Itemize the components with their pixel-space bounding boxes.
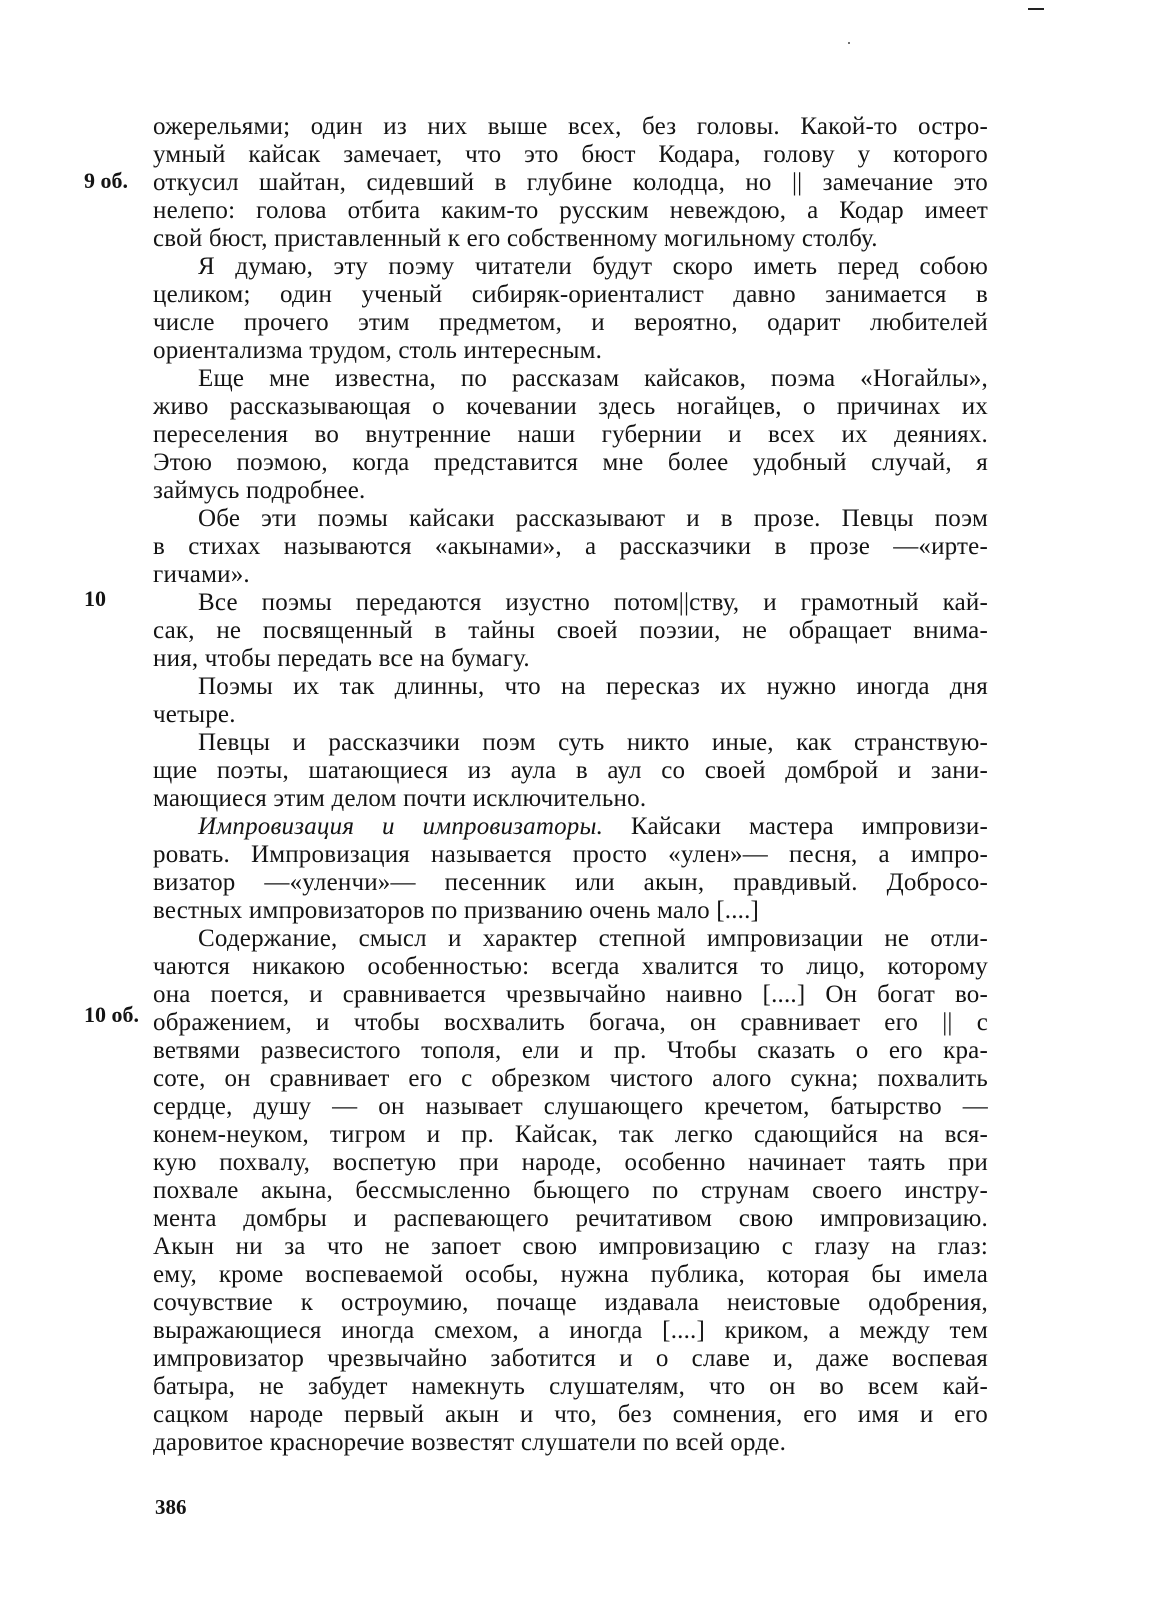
text-line: числе прочего этим предметом, и вероятно, одарит любителей [153, 309, 988, 336]
text-line: в стихах называются «акынами», а рассказчики в прозе —«ирте- [153, 533, 988, 560]
text-line: она поется, и сравнивается чрезвычайно наивно [....] Он богат во- [153, 981, 988, 1008]
text-line: Акын ни за что не запоет свою импровизацию с глазу на глаз: [153, 1233, 988, 1260]
text-line: кую похвалу, воспетую при народе, особенно начинает таять при [153, 1149, 988, 1176]
text-line: сак, не посвященный в тайны своей поэзии, не обращает внима- [153, 617, 988, 644]
margin-note-folio-10: 10 [84, 586, 106, 611]
margin-note-folio-10-reverse: 10 об. [84, 1002, 139, 1027]
text-line: выражающиеся иногда смехом, а иногда [....] криком, а между тем [153, 1317, 988, 1344]
text-line: займусь подробнее. [153, 477, 366, 504]
text-line [198, 812, 988, 842]
text-line: откусил шайтан, сидевший в глубине колодца, но || замечание это [153, 169, 988, 196]
text-line: свой бюст, приставленный к его собственному могильному столбу. [153, 225, 878, 252]
text-line: нелепо: голова отбита каким-то русским невеждою, а Кодар имеет [153, 197, 988, 224]
text-line: гичами». [153, 561, 250, 588]
text-line: ориентализма трудом, столь интересным. [153, 337, 603, 364]
text-line: Еще мне известна, по рассказам кайсаков, поэма «Ногайлы», [198, 365, 988, 392]
text-line: конем-неуком, тигром и пр. Кайсак, так легко сдающийся на вся- [153, 1121, 988, 1148]
text-line: Этою поэмою, когда представится мне более удобный случай, я [153, 449, 988, 476]
text-line: ему, кроме воспеваемой особы, нужна публика, которая бы имела [153, 1261, 988, 1288]
text-line: Обе эти поэмы кайсаки рассказывают и в прозе. Певцы поэм [198, 505, 988, 532]
text-line: щие поэты, шатающиеся из аула в аул со своей домброй и зани- [153, 757, 988, 784]
text-line: соте, он сравнивает его с обрезком чистого алого сукна; похвалить [153, 1065, 988, 1092]
text-line: визатор —«уленчи»— песенник или акын, правдивый. Добросо- [153, 869, 988, 896]
text-line: ожерельями; один из них выше всех, без головы. Какой-то остро- [153, 113, 988, 140]
text-line: ветвями развесистого тополя, ели и пр. Чтобы сказать о его кра- [153, 1037, 988, 1064]
text-line: Я думаю, эту поэму читатели будут скоро иметь перед собою [198, 253, 988, 280]
text-line: четыре. [153, 701, 236, 728]
margin-note-folio-9-reverse: 9 об. [84, 168, 128, 193]
text-line: сочувствие к остроумию, почаще издавала неистовые одобрения, [153, 1289, 988, 1316]
text-line: живо рассказывающая о кочевании здесь ногайцев, о причинах их [153, 393, 988, 420]
text-line: целиком; один ученый сибиряк-ориенталист давно занимается в [153, 281, 988, 308]
text-line: Певцы и рассказчики поэм суть никто иные, как странствую- [198, 729, 988, 756]
text-line: сердце, душу — он называет слушающего кречетом, батырство — [153, 1093, 988, 1120]
text-line: Поэмы их так длинны, что на пересказ их нужно иногда дня [198, 673, 988, 700]
text-line: мающиеся этим делом почти исключительно. [153, 785, 647, 812]
corner-mark [1028, 8, 1044, 10]
text-line: Содержание, смысл и характер степной импровизации не отли- [198, 925, 988, 952]
text-line: Все поэмы передаются изустно потом||ству, и грамотный кай- [198, 589, 988, 616]
paper-speck [848, 42, 850, 44]
text-line: сацком народе первый акын и что, без сомнения, его имя и его [153, 1401, 988, 1428]
text-line: чаются никакою особенностью: всегда хвалится то лицо, которому [153, 953, 988, 980]
section-heading-improvisation: Импровизация и импровизаторы. [198, 813, 604, 840]
text-line: ображением, и чтобы восхвалить богача, он сравнивает его || с [153, 1009, 988, 1036]
text-line: переселения во внутренние наши губернии и всех их деяниях. [153, 421, 988, 448]
text-line: ровать. Импровизация называется просто «улен»— песня, а импро- [153, 841, 988, 868]
text-line: умный кайсак замечает, что это бюст Кодара, голову у которого [153, 141, 988, 168]
text-line: похвале акына, бессмысленно бьющего по струнам своего инстру- [153, 1177, 988, 1204]
page-number: 386 [155, 1495, 187, 1519]
text-line: мента домбры и распевающего речитативом свою импровизацию. [153, 1205, 988, 1232]
text-line: импровизатор чрезвычайно заботится и о славе и, даже воспевая [153, 1345, 988, 1372]
text-line: даровитое красноречие возвестят слушатели по всей орде. [153, 1429, 787, 1456]
text-line: вестных импровизаторов по призванию очень мало [....] [153, 897, 760, 924]
text-line-rest: Кайсаки мастера импровизи- [603, 813, 988, 840]
text-line: батыра, не забудет намекнуть слушателям, что он во всем кай- [153, 1373, 988, 1400]
text-line: ния, чтобы передать все на бумагу. [153, 645, 530, 672]
